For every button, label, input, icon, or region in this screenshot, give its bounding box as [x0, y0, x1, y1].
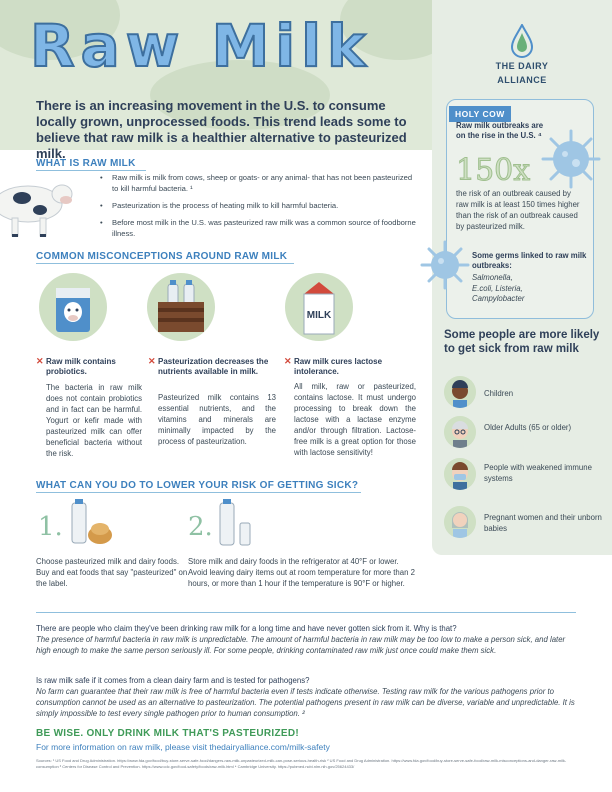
holy-cow-stat-heading: Raw milk outbreaks are on the rise in the U.S. ⁴ [456, 121, 544, 140]
section-divider [36, 612, 576, 613]
misconception-heading [284, 357, 414, 376]
x-icon: ✕ [36, 356, 44, 366]
holy-cow-stat-text: the risk of an outbreak caused by raw milk is at least 150 times higher than the risk of an outbreak caused by pasteurized milk. [456, 189, 580, 231]
germ-icon [420, 240, 470, 290]
misconception-heading-text: Raw milk contains probiotics. [46, 357, 116, 376]
page-title: Raw Milk [30, 12, 372, 80]
misconception-heading [148, 357, 273, 376]
step-number: 2. [188, 512, 213, 542]
milk-drop-icon [510, 24, 534, 58]
holy-cow-big-stat: 150x [456, 153, 531, 188]
cow-illustration [0, 166, 80, 246]
risk-group-label: Children [484, 389, 514, 398]
person-mask-avatar-icon [444, 458, 476, 490]
intro-paragraph: There is an increasing movement in the U.S. to consume locally grown, unprocessed foods. This trend leads some to believe that raw milk is a healthier alternative to pasteurized milk. [36, 98, 407, 161]
faq-question: There are people who claim they've been drinking raw milk for a long time and have never gotten sick from it. Why is that? [36, 624, 457, 633]
section-heading-what-is: WHAT IS RAW MILK [36, 158, 136, 169]
sources-footnote: Sources: ¹ US Food and Drug Administration. https://www.fda.gov/food/buy-store-serve-safe-food/dangers-raw-milk-unpasteurized-milk-can-pose-serious-health-risk ² US Food and Drug Administration. https://www.fda.gov/food/buy-store-serve-safe-food/raw-milk-misconceptions-and-danger-raw-milk-consumption ³ Centers for Disease Control and Prevention. https://www.cdc.gov/food-safety/foods/raw-milk.html ⁴ Cambridge University. https://pubmed.ncbi.nlm.nih.gov/25624433/ [36, 758, 567, 769]
faq-answer: The presence of harmful bacteria in raw milk is unpredictable. The amount of harmful bacteria in raw milk may be too low to make a person sick, and later high enough to make the same person seriously ill. For some people, drinking contaminated raw milk just once could make them sick. [36, 635, 566, 655]
faq-question: Is raw milk safe if it comes from a clean dairy farm and is tested for pathogens? [36, 676, 310, 685]
section-heading-misconceptions: COMMON MISCONCEPTIONS AROUND RAW MILK [36, 251, 288, 262]
list-item: Salmonella, [472, 273, 513, 282]
milk-carton-icon [284, 272, 354, 342]
misconception-body: The bacteria in raw milk does not contain probiotics and in fact can be harmful. Yogurt or kefir made with pasteurized milk can offer beneficial bacteria without the risk. [46, 383, 142, 458]
misconception-body: All milk, raw or pasteurized, contains lactose. It must undergo processing to break down the lactose with a lactase enzyme and/or through filtration. Lactose-free milk is a great option for those with lactose sensitivity! [294, 382, 416, 457]
section-underline [36, 492, 361, 493]
dairy-alliance-logo [482, 24, 562, 86]
risk-group-label: Older Adults (65 or older) [484, 423, 572, 432]
what-is-bullets [100, 172, 420, 245]
logo-line2: ALLIANCE [497, 75, 547, 85]
misconception-body: Pasteurized milk contains 13 essential nutrients, and the vitamins and minerals are minimally impacted by the process of pasteurization. [158, 393, 276, 446]
list-item: Campylobacter [472, 294, 525, 303]
step-text: Store milk and dairy foods in the refrigerator at 40°F or lower. Avoid leaving dairy items out at room temperature for more than 2 hours, or more than 1 hour if the temperature is 90°F or higher. [188, 557, 415, 588]
milk-crate-icon [146, 272, 216, 342]
list-item: E.coli, Listeria, [472, 283, 523, 293]
x-icon: ✕ [148, 356, 156, 366]
list-item: • Pasteurization is the process of heating milk to kill harmful bacteria. [100, 200, 420, 211]
risk-group-label: Pregnant women and their unborn babies [484, 513, 602, 533]
milk-glass-cow-icon [38, 272, 108, 342]
child-avatar-icon [444, 376, 476, 408]
x-icon: ✕ [284, 356, 292, 366]
germs-heading: Some germs linked to raw milk outbreaks: [472, 251, 587, 270]
list-item: • Raw milk is milk from cows, sheep or goats- or any animal- that has not been pasteurized to kill harmful bacteria. ¹ [100, 172, 420, 194]
germ-icon [540, 128, 602, 190]
logo-line1: THE DAIRY [495, 61, 549, 71]
milk-and-bread-icon [66, 497, 116, 547]
misconception-heading-text: Raw milk cures lactose intolerance. [294, 357, 383, 376]
germs-list [472, 273, 524, 305]
older-adult-avatar-icon [444, 416, 476, 448]
holy-cow-tab: HOLY COW [449, 106, 511, 122]
call-to-action: BE WISE. ONLY DRINK MILK THAT'S PASTEURIZED! [36, 728, 299, 739]
at-risk-heading: Some people are more likely to get sick from raw milk [444, 329, 600, 355]
carton-label: MILK [306, 310, 332, 321]
section-heading-lower-risk: WHAT CAN YOU DO TO LOWER YOUR RISK OF GETTING SICK? [36, 480, 359, 491]
more-info-link[interactable]: For more information on raw milk, please visit thedairyalliance.com/milk-safety [36, 742, 330, 752]
risk-group-label: People with weakened immune systems [484, 463, 592, 483]
misconception-heading [36, 357, 146, 376]
step-text: Choose pasteurized milk and dairy foods. Buy and eat foods that say "pasteurized" on the label. [36, 557, 188, 588]
step-number: 1. [38, 512, 63, 542]
section-underline [36, 263, 294, 264]
list-item: • Before most milk in the U.S. was pasteurized raw milk was a common source of foodborne illness. [100, 217, 420, 239]
misconception-heading-text: Pasteurization decreases the nutrients available in milk. [158, 357, 269, 376]
faq-answer: No farm can guarantee that their raw milk is free of harmful bacteria even if tests indicate otherwise. Testing raw milk for the various pathogens prior to consumption cannot be used as an alternative to pasteurization. The potential pathogens present in raw milk can be diverse, variable and unpredictable. It is simply impossible to test every single pathogen prior to human consumption. ² [36, 687, 575, 718]
pregnant-woman-avatar-icon [444, 506, 476, 538]
milk-bottles-icon [214, 497, 258, 549]
